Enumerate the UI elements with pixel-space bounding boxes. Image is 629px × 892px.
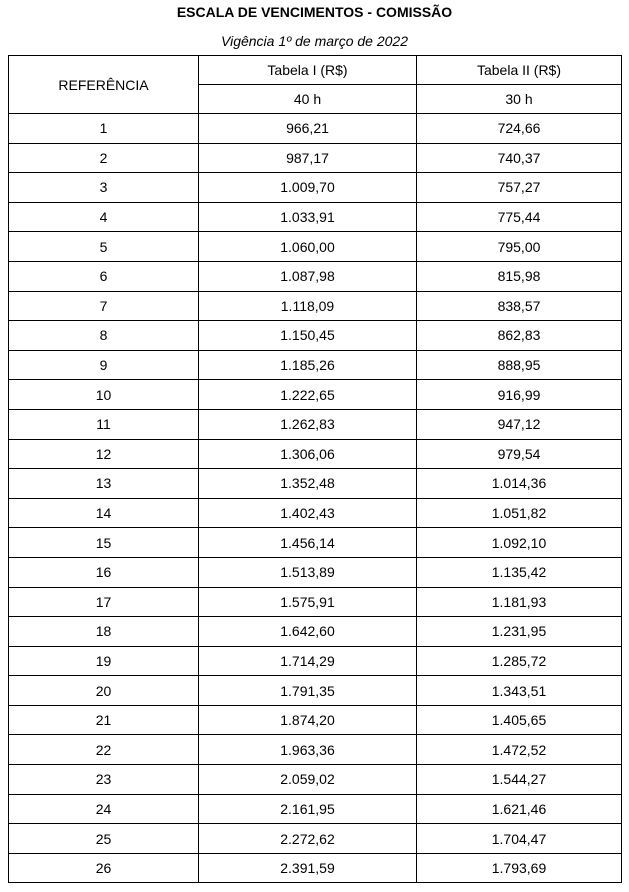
cell-referencia: 19: [9, 646, 199, 676]
cell-tabela-ii: 815,98: [417, 261, 622, 291]
cell-tabela-ii: 724,66: [417, 114, 622, 144]
subheader-tabela-i-hours: 40 h: [199, 85, 417, 114]
table-row: [9, 617, 622, 647]
cell-tabela-ii: 862,83: [417, 321, 622, 351]
cell-tabela-ii: 1.014,36: [417, 469, 622, 499]
cell-tabela-i: 1.150,45: [199, 321, 417, 351]
table-row: [9, 469, 622, 499]
cell-tabela-i: 1.874,20: [199, 705, 417, 735]
cell-tabela-ii: 916,99: [417, 380, 622, 410]
table-row: [9, 291, 622, 321]
cell-referencia: 7: [9, 291, 199, 321]
page-subtitle: Vigência 1º de março de 2022: [221, 33, 408, 49]
table-row: [9, 794, 622, 824]
cell-tabela-i: 966,21: [199, 114, 417, 144]
page-title: ESCALA DE VENCIMENTOS - COMISSÃO: [176, 4, 453, 20]
table-row: [9, 380, 622, 410]
table-row: [9, 261, 622, 291]
cell-tabela-i: 1.118,09: [199, 291, 417, 321]
cell-tabela-i: 1.456,14: [199, 528, 417, 558]
cell-tabela-ii: 1.181,93: [417, 587, 622, 617]
cell-tabela-i: 1.009,70: [199, 173, 417, 203]
table-row: [9, 705, 622, 735]
cell-referencia: 15: [9, 528, 199, 558]
cell-referencia: 8: [9, 321, 199, 351]
cell-referencia: 10: [9, 380, 199, 410]
cell-referencia: 4: [9, 202, 199, 232]
cell-referencia: 24: [9, 794, 199, 824]
column-header-tabela-i: Tabela I (R$): [199, 56, 417, 85]
cell-tabela-i: 1.642,60: [199, 617, 417, 647]
cell-tabela-ii: 838,57: [417, 291, 622, 321]
cell-tabela-ii: 1.135,42: [417, 557, 622, 587]
table-row: [9, 350, 622, 380]
table-row: [9, 439, 622, 469]
cell-referencia: 3: [9, 173, 199, 203]
cell-tabela-ii: 888,95: [417, 350, 622, 380]
table-row: [9, 735, 622, 765]
table-row: [9, 498, 622, 528]
cell-tabela-i: 987,17: [199, 143, 417, 173]
cell-tabela-i: 2.391,59: [199, 853, 417, 883]
table-row: [9, 557, 622, 587]
table-body: [9, 114, 622, 883]
cell-referencia: 26: [9, 853, 199, 883]
column-header-referencia: REFERÊNCIA: [9, 56, 199, 114]
cell-referencia: 6: [9, 261, 199, 291]
cell-tabela-ii: 775,44: [417, 202, 622, 232]
cell-tabela-ii: 1.544,27: [417, 765, 622, 795]
cell-tabela-i: 2.161,95: [199, 794, 417, 824]
cell-tabela-ii: 1.051,82: [417, 498, 622, 528]
table-row: [9, 114, 622, 144]
cell-tabela-i: 1.402,43: [199, 498, 417, 528]
cell-referencia: 12: [9, 439, 199, 469]
table-row: [9, 528, 622, 558]
cell-referencia: 14: [9, 498, 199, 528]
cell-referencia: 23: [9, 765, 199, 795]
cell-referencia: 13: [9, 469, 199, 499]
cell-referencia: 2: [9, 143, 199, 173]
cell-referencia: 18: [9, 617, 199, 647]
table-row: [9, 202, 622, 232]
cell-referencia: 16: [9, 557, 199, 587]
cell-tabela-ii: 795,00: [417, 232, 622, 262]
cell-tabela-i: 1.306,06: [199, 439, 417, 469]
cell-tabela-i: 1.033,91: [199, 202, 417, 232]
table-row: [9, 232, 622, 262]
column-header-tabela-ii: Tabela II (R$): [417, 56, 622, 85]
header-row: [9, 56, 622, 85]
table-row: [9, 409, 622, 439]
cell-tabela-i: 1.352,48: [199, 469, 417, 499]
table-row: [9, 765, 622, 795]
cell-tabela-ii: 1.793,69: [417, 853, 622, 883]
cell-tabela-i: 1.060,00: [199, 232, 417, 262]
table-row: [9, 824, 622, 854]
cell-tabela-i: 1.963,36: [199, 735, 417, 765]
cell-referencia: 20: [9, 676, 199, 706]
cell-tabela-ii: 1.472,52: [417, 735, 622, 765]
cell-tabela-ii: 740,37: [417, 143, 622, 173]
table-row: [9, 853, 622, 883]
cell-tabela-ii: 1.704,47: [417, 824, 622, 854]
cell-referencia: 17: [9, 587, 199, 617]
table-row: [9, 143, 622, 173]
cell-tabela-i: 2.059,02: [199, 765, 417, 795]
cell-referencia: 9: [9, 350, 199, 380]
cell-tabela-i: 1.185,26: [199, 350, 417, 380]
table-row: [9, 676, 622, 706]
cell-tabela-i: 1.262,83: [199, 409, 417, 439]
cell-referencia: 11: [9, 409, 199, 439]
table-row: [9, 646, 622, 676]
cell-referencia: 1: [9, 114, 199, 144]
cell-tabela-ii: 1.285,72: [417, 646, 622, 676]
cell-tabela-ii: 1.343,51: [417, 676, 622, 706]
cell-referencia: 22: [9, 735, 199, 765]
cell-referencia: 21: [9, 705, 199, 735]
cell-tabela-i: 1.087,98: [199, 261, 417, 291]
cell-tabela-i: 1.714,29: [199, 646, 417, 676]
table-row: [9, 587, 622, 617]
cell-referencia: 5: [9, 232, 199, 262]
table-header: [9, 56, 622, 114]
cell-tabela-i: 2.272,62: [199, 824, 417, 854]
cell-tabela-i: 1.575,91: [199, 587, 417, 617]
cell-tabela-ii: 1.092,10: [417, 528, 622, 558]
cell-tabela-i: 1.513,89: [199, 557, 417, 587]
cell-tabela-ii: 1.405,65: [417, 705, 622, 735]
cell-tabela-i: 1.791,35: [199, 676, 417, 706]
subheader-tabela-ii-hours: 30 h: [417, 85, 622, 114]
cell-referencia: 25: [9, 824, 199, 854]
cell-tabela-ii: 947,12: [417, 409, 622, 439]
cell-tabela-i: 1.222,65: [199, 380, 417, 410]
salary-scale-table: [8, 55, 622, 883]
cell-tabela-ii: 757,27: [417, 173, 622, 203]
table-row: [9, 321, 622, 351]
cell-tabela-ii: 1.231,95: [417, 617, 622, 647]
cell-tabela-ii: 979,54: [417, 439, 622, 469]
cell-tabela-ii: 1.621,46: [417, 794, 622, 824]
table-row: [9, 173, 622, 203]
